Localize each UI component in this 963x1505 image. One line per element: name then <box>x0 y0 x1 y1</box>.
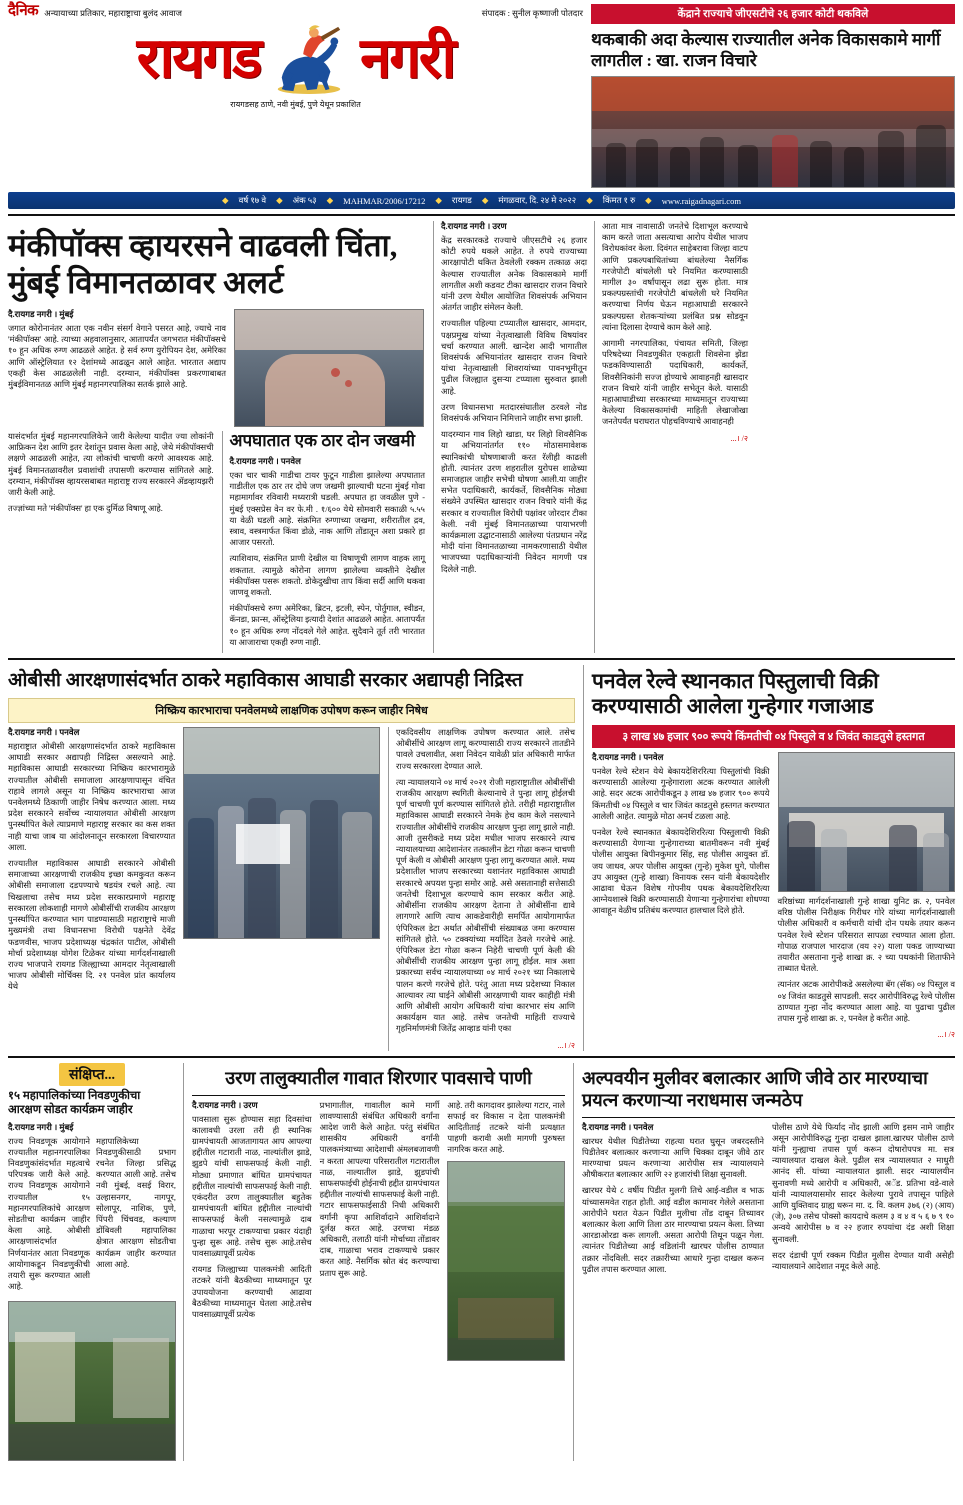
sanketh-dateline: दै.रायगड नगरी । मुंबई <box>8 1121 74 1132</box>
pistol-story <box>583 665 955 1050</box>
logo-word-left: रायगड <box>136 26 261 89</box>
lead-dateline: दै.रायगड नगरी । मुंबई <box>8 309 74 319</box>
obc-para-l1: राज्यातील महाविकास आघाडी सरकारने ओबीसी समाजाच्या आरक्षणाची राजकीय इच्छा कमकुवत करून ओबीसी समाजाला दडपण्याचे षडयंत्र रचले आहे. त्या चिखलाचा तसेच मध्य प्रदेश सरकारप्रमाणे महाराष्ट्र सरकारला लोकशाही मागणे ओबीसींची राजकीय आरक्षण पुनर्स्थापित करण्यात भाग पाडण्यासाठी महाराष्ट्राचे माजी मुख्यमंत्री तथा विधानसभा विरोधी पक्षनेते देवेंद्र फडणवीस, भाजप प्रदेशाध्यक्ष चंद्रकांत पाटील, ओबीसी मोर्चा प्रदेशाध्यक्ष योगेश टिळेकर यांच्या मार्गदर्शनाखाली राज्य भाजपाने रायगड जिल्ह्याच्या आमदार नेतृत्वाखाली भाजप ओबीसी मोर्चिक्स दि. २१ पनवेल प्रांत कार्यालय येथे <box>8 859 176 992</box>
uran-rain-story <box>183 1063 573 1462</box>
top-story-headline: थकबाकी अदा केल्यास राज्यातील अनेक विकासकामे मार्गी लागतील : खा. राजन विचारे <box>591 30 941 70</box>
issue-number: अंक ५३ <box>292 195 317 205</box>
gst-contd[interactable]: ...। /२ <box>730 433 748 443</box>
pistol-contd[interactable]: ...। /२ <box>937 1030 955 1040</box>
group-protest-photo <box>183 727 380 939</box>
rape-para-l0: खारघर येथील पिडीतेच्या राहत्या घरात घुसून जबरदस्तीने पिडीतेवर बलात्कार करणाऱ्या आणि चिक्का दाबून जीवे ठार मारण्याचा प्रयत्न करणाऱ्या आरोपीस सत्र न्यायालयाने औषीकरात बलात्कार आणि २२ हजारांची शिक्षा सुनावली. <box>582 1136 764 1180</box>
pistol-subbanner: ३ लाख ४७ हजार ९०० रूपये किंमतीची ०४ पिस्तुले व ४ जिवंत काडतुसे हस्तगत <box>592 725 955 748</box>
divider <box>8 658 955 660</box>
pistol-para-r1: त्यानंतर अटक आरोपीकडे असलेल्या बॅग (सॅक) ०४ पिस्तुल व ०४ जिवंत काडतुसे सापडली. सदर आरोपीविरुद्ध रेल्वे पोलीस ठाण्यात गुन्हा नोंद करण्यात आला आहे. या पुढाचा पुढील तपास गुन्हे शाखा क्र. २, पनवेल हे करीत आहे. <box>777 980 955 1024</box>
sanketh-headline: १५ महापालिकांच्या निवडणुकीचा आरक्षण सोडत कार्यक्रम जाहीर <box>8 1089 141 1116</box>
pistol-dateline: दै.रायगड नगरी । पनवेल <box>592 752 664 763</box>
stage-event-photo <box>591 76 955 188</box>
gst-dateline: दै.रायगड नगरी । उरण <box>441 221 507 231</box>
dainik-label: दैनिक <box>8 3 39 19</box>
village-drain-photo <box>447 1161 565 1361</box>
obc-story <box>8 665 583 1050</box>
masthead-tagline: अन्यायाच्या प्रतिकार, महाराष्ट्राचा बुलंद आवाज <box>44 8 182 18</box>
gst-story-col2 <box>594 221 755 653</box>
masthead-left <box>8 4 583 188</box>
uran-para-r1: आहे. तरी कागदावर झालेल्या गटार, नाले सफाई वर विकास न देता पालकमंत्री आदितीताई तटकरे यांनी प्रत्यक्षात पाहणी करावी अशी मागणी पुरुषस्त नागरिक करत आहे. <box>447 1100 566 1155</box>
sanketh-para-1: महापालिकेच्या निवडणुकीसाठी प्रभाग रचनेत जिल्हा प्रसिद्ध करण्यात आली आहे. तसेच नवी मुंबई, वसई विरार, उल्हासनगर, नागपूर, सोलापूर, नाशिक, पुणे, पिंपरी चिंचवड, कल्याण डोंबिवली महापालिका क्षेत्रात आरक्षण सोडतीचा कार्यक्रम जाहीर करण्यात आला आहे. <box>96 1136 176 1269</box>
pistol-para-l1: पनवेल रेल्वे स्थानकात बेकायदेशिररित्या पिस्तुलाची विक्री करण्यासाठी येणाऱ्या गुन्हेगाराच्या बातमीवरून नवी मुंबई पोलीस आयुक्त बिपीनकुमार सिंह, सह पोलीस आयुक्त डॉ. जय जाधव, अपर पोलीस आयुक्त (गुन्हे) मुकेश घुगे, पोलीस उप आयुक्त (गुन्हे शाखा) विनायक रसन यांनी बेकायदेशीर आढावा घेऊन विशेष गोपनीय पथक बेकायदेशिररित्या आग्नेयशास्त्रे विक्री करण्यासाठी येणाऱ्या गुन्हेगारांचा शोधण्या आवाहून वेळीच प्रतिबंध करण्यात हालचाल दिले होते. <box>592 828 770 916</box>
lead-para-0: जगात कोरोनानंतर आता एक नवीन संसर्ग वेगाने पसरत आहे, ज्याचे नाव 'मंकीपॉक्स' आहे. त्याच्या अहवालानुसार, आतापर्यंत जगभरात मंकीपॉक्सचे १० हून अधिक रुग्ण आढळले आहेत. हे सर्व रुग्ण युरोपियन देश, अमेरिका आणि ऑस्ट्रेलियात १२ देशांमध्ये आढळून आले आहेत. भारतात अद्याप एकही केस आढळलेली नाही. दरम्यान, मंकीपॉक्स प्रकरणाबाबत मुंबईविमानतळ आणि मुंबई महानगरपालिका सतर्क झाले आहे. <box>8 324 226 390</box>
issue-date: मंगळवार, दि. २४ मे २०२२ <box>498 195 577 205</box>
accident-para-1: त्याशिवाय, संक्रमित प्राणी देखील या विषाणूची लागण वाहक लागू शकतात. त्यामुळे कोरोना लागण झालेल्या व्यक्तीने देखील मंकीपॉक्स पसरू शकतो. डोकेदुखीचा ताप किंवा सर्दी आणि थकवा जाणवू शकतो. <box>229 554 425 598</box>
masthead-subline: रायगडसह ठाणे, नवी मुंबई, पुणे येथून प्रकाशित <box>230 100 361 109</box>
accident-para-0: एका चार चाकी गाडीचा टायर फुटून गाडीला झालेल्या अपघातात गाडीतील एक ठार तर दोघे जण जखमी झाल्याची घटना मुंबई गोवा महामार्गावर रविवारी मध्यरात्री घडली. अपघात हा जवळील पुणे - मुंबई एक्सप्रेस वेन वर फे.मी . १/६०० येथे सोमवारी सकाळी ५.५५ या वेळी घडली आहे. संक्रमित रुग्णाच्या जखमा, शरीरातील द्रव, स्त्राव, वस्त्रमार्फत किंवा डोळे, नाक आणि तोंडातून अशा प्रकारे हा आजार पसरतो. <box>229 471 425 548</box>
obc-headline: ओबीसी आरक्षणासंदर्भात ठाकरे महाविकास आघाडी सरकार अद्यापही निद्रिस्त <box>8 670 523 692</box>
skin-rash-photo <box>234 309 424 427</box>
sanketh-tag: संक्षिप्त... <box>59 1063 125 1086</box>
sanketh-para-0: राज्य निवडणूक आयोगाने राज्यातील महानगरपालिका निवडणुकांसंदर्भात महत्वाचे परिपत्रक जारी केले आहे. राज्य निवडणूक आयोगाने राज्यातील १५ महानगरपालिकांचे आरक्षण सोडतीचा कार्यक्रम जाहीर केला आहे. ओबीसी आरक्षणासंदर्भात निर्णयानंतर आता निवडणूक आयोगाकडून निवडणुकीची तयारी सुरू करण्यात आली आहे. <box>8 1136 90 1292</box>
accident-para-2: मंकीपॉक्सचे रुग्ण अमेरिका, ब्रिटन, इटली, स्पेन, पोर्तुगाल, स्वीडन, कॅनडा, फ्रान्स, ऑस्ट्रेलिया इत्यादी देशांत आढळले आहेत. आतापर्यंत १० हून अधिक रुग्ण नोंदवले गेले आहेत. सुदैवाने तूर्त तरी भारतात या आजाराचा एकही रुग्ण नाही. <box>229 604 425 647</box>
rape-para-r0: पोलीस ठाणे येथे फिर्याद नोंद झाली आणि इसम नामे जाहीर असून आरोपीविरुद्ध गुन्हा दाखल झाला.खारघर पोलीस ठाणे यांनी गुन्ह्याचा तपास पूर्ण करून दोषारोपपत्र मा. सत्र न्यायालयात दाखल केले. पुढील सत्र न्यायालयात २ माधुरी आनंद सी. यांच्या न्यायालयात झाली. सदर न्यायालयीन सुनावणी मध्ये आरोपी व अधिकारी, अॅड. प्रतिभा वडे-वाले यांनी न्यायालयासमोर सादर केलेल्या पुरावे तपासून पाहिले आणि युक्तिवाद ग्राह्य धरून मा. द. वि. कलम ३७६ (२) (आय) (जे), ३०७ तसेच पोक्सो कायदाचे कलम ३ व ४ व ५ ६ ७ ९ १० अन्वये आरोपीस ७ व २२ हजार रुपयांचा दंड अशी शिक्षा सुनावली. <box>772 1122 954 1244</box>
masthead-editor: संपादक : सुनील कृष्णाजी पोतदार <box>481 8 583 18</box>
issue-place: रायगड <box>451 195 472 205</box>
gst-para-1: राज्यातील पहिल्या टप्प्यातील खासदार, आमदार, पक्षप्रमुख यांच्या नेतृत्वाखाली विविध विषयांवर चर्चा करण्यात आली. खान्देश आदी भागातील शिवसंपर्क अभियानांतर खासदार राजन विचारे यांचा नेतृत्वाखाली शिवरायांच्या पावनभूमीतून पुढील जिल्ह्यात दुसऱ्या टप्प्याला सुरुवात झाली आहे. <box>441 319 587 396</box>
divider <box>8 1056 955 1058</box>
uran-para-l1: रायगड जिल्ह्याच्या पालकमंत्री आदिती तटकरे यांनी बैठकीच्या माध्यमातून पूर उपाययोजना करण्याची आढावा बैठकीच्या माध्यमातून घेतला आहे.तसेच पावसाळ्यापूर्वी प्रत्येक <box>192 1265 312 1319</box>
rape-para-l1: खारघर येथे ८ वर्षीय पिडीत मुलगी तिचे आई-वडील व भाऊ यांच्यासमवेत राहत होती. आई वडील कामावर गेलेले असताना आरोपीने घरात येऊन पिडीत मुलीचा तोंड दाबून तिच्यावर बलात्कार केला आणि तिला ठार मारण्याचा प्रयत्न केला. तिच्या आरडाओरडा करू लागली. असता आरोपी तिथून पळून गेला. त्यानंतर पिडीतेच्या आई वडिलांनी खारघर पोलीस ठाण्यात तक्रार नोंदविली. सदर तक्रारीच्या आधारे गुन्हा दाखल करून पुढील तपास करण्यात आला. <box>582 1186 764 1274</box>
rape-dateline: दै.रायगड नगरी । पनवेल <box>582 1121 654 1132</box>
band-lead <box>0 221 963 653</box>
accident-dateline: दै.रायगड नगरी । पनवेल <box>229 456 301 466</box>
gst-para-3: यादरम्यान गाव लिहो खाडा, घर लिहो शिवसैनिक या अभियानांतर्गत ११० मोठासमावेशक स्थानिकांची घोषणाबाजी करत रॅलीही काढली होती. त्यानंतर उरण शहरातील युरोपस शाळेच्या समाजहाल जाहीर सभेची घोषणा आली.या जाहीर सभेत पदाधिकारी, कार्यकर्ते, शिवसैनिक मोठ्या संख्येने उपस्थित खासदार राजन विचारे यांनी केंद्र सरकार व राज्यातील विरोधी पक्षांवर जोरदार टीका केली. नवी मुंबई विमानतळाच्या पायाभरणी कार्यक्रमाला उद्घाटनासाठी आलेल्या पंतप्रधान नरेंद्र मोदी यांना विमानतळाच्या नामकरणासाठी येथील भाजपच्या पदाधिकाऱ्यांनी निवेदन मागणी पत्र दिलेले नाही. <box>441 430 587 574</box>
rape-para-r1: सदर दंडाची पूर्ण रक्कम पिडीत मुलीस देण्यात यावी असेही न्यायालयाने आदेशात नमूद केले आहे. <box>772 1250 954 1271</box>
uran-para-r0: प्रभागातील, गावातील कामे मार्गी लावण्यासाठी संबंधित अधिकारी वर्गांना आदेश जारी केले आहेत. परंतु संबंधित शासकीय अधिकारी वर्गांनी पालकमंत्र्याच्या आदेशाची अंमलबजावणी न करता आपल्या परिसरातील गटारातील नाळ, नाल्यातील झाडे, झुडपांची साफसफाईची होईनाची हद्दीत ग्रामपंचायत हद्दीतील नाल्यांची साफसफाई केली नाही. गटार साफसफाईसाठी निधी अधिकारी वर्गांनी कृपा आशिर्वादाने आशिर्वादाने दुर्लक्ष करत आहे. उरणचा मंडळ अधिकारी, तलाठी यांनी मोर्चाच्या तोंडावर दाब, गाळाचा भराव टाकण्याचे प्रकार करत आहे. नैसर्गिक स्रोत बंद करण्याचा प्रताप सुरू आहे. <box>319 1100 440 1278</box>
issue-price: किंमत १ रु <box>602 195 636 205</box>
accident-story <box>222 431 426 653</box>
obc-contd[interactable]: ...। /२ <box>557 1040 575 1050</box>
top-red-banner: केंद्राने राज्याचे जीएसटीचे २६ हजार कोटी थकविले <box>591 4 955 24</box>
obc-dateline: दै.रायगड नगरी । पनवेल <box>8 727 80 738</box>
gst-para-2: उरण विधानसभा मतदारसंघातील ठरवले नोड शिवसंपर्क अभियान निमित्ताने जाहीर सभा झाली. <box>441 402 587 424</box>
issue-info-strip: ◆ वर्ष १७ वे ◆ अंक ५३ ◆ MAHMAR/2006/17212 ◆ रायगड ◆ मंगळवार, दि. २४ मे २०२२ ◆ किंमत १ रु ◆ www.raigadnagari.com <box>8 192 955 209</box>
issue-year: वर्ष १७ वे <box>238 195 267 205</box>
pistol-para-l0: पनवेल रेल्वे स्टेशन येथे बेकायदेशिररित्या पिस्तुलांची विक्री करण्यासाठी आलेल्या गुन्हेगाराला अटक करण्यात आलेली आहे. सदर अटक आरोपीकडून ३ लाख ४७ हजार ९०० रूपये किंमतीची ०४ पिस्तुले व चार जिवंत काडतुसे हस्तगत करण्यात आलेली आहेत. त्यामुळे मोठा अनर्थ टळला आहे. <box>592 767 770 821</box>
horse-rider-icon <box>262 15 358 101</box>
gst-para-4: आता मात्र नावासाठी जनतेचे दिशाभूल करण्याचे काम करते जाता असत्याचा आरोप येथील भाजप विरोधकांवर केला. दिवंगत साहेबरावा जिल्हा वाटप आणि प्रकल्पबाधितांच्या बांधलेल्या नैसर्गिक गरजेपोटी बांधलेली घरे नियमित करण्यासाठी मागील ३० वर्षांपासून लढा सुरू होता. मात्र प्रकल्पग्रस्तांची गरजेपोटी बांधलेली घरे नियमित करण्याचा निर्णय घेऊन महाआघाडी सरकारने प्रकल्पग्रस्त शेतकऱ्यांच्या प्रलंबित प्रश्न सोडवून त्यांना दिलासा देण्याचे काम केले आहे. <box>602 222 748 332</box>
gst-story-col1 <box>433 221 594 653</box>
rape-headline: अल्पवयीन मुलीवर बलात्कार आणि जीवे ठार मारण्याचा प्रयत्न करणाऱ्या नराधमास जन्मठेप <box>582 1067 928 1110</box>
gst-para-0: केंद्र सरकारकडे राज्याचे जीएसटीचे २६ हजार कोटी रुपये थकले आहेत. ते रुपये राज्याच्या आरक्षापोटी थकित ठेवलेली रक्कम तत्काळ अदा केल्यास राज्यातील अनेक विकासकामे मार्गी लागतील अशी कडवट टीका खासदार राजन विचारे यांनी उरण येथील आयोजित शिवसंपर्क अभियान अंतर्गत जाहीर संमेलन केली. <box>441 236 587 313</box>
issue-regd: MAHMAR/2006/17212 <box>343 195 426 206</box>
uran-dateline: दै.रायगड नगरी । उरण <box>192 1099 258 1110</box>
issue-website[interactable]: www.raigadnagari.com <box>661 195 741 206</box>
pistol-para-r0: वरिष्ठांच्या मार्गदर्शनाखाली गुन्हे शाखा युनिट क्र. २, पनवेल वरिष्ठ पोलीस निरीक्षक गिरीधर गोरे यांच्या मार्गदर्शनाखाली पोलीस अधिकारी व कर्मचारी यांची दोन पथके तयार करून पनवेल रेल्वे स्टेशन परिसरात सापळा रचण्यात आला होता. गोपाळ राजपाल भारदाज (वय २२) याला पकड जाण्याच्या तयारीत असताना गुन्हे शाखा क्र. २ च्या पथकांनी शिताफीने ताब्यात घेतले. <box>777 897 955 974</box>
lead-headline: मंकीपॉक्स व्हायरसने वाढवली चिंता, मुंबई विमानतळावर अलर्ट <box>8 228 398 300</box>
band-three <box>0 1063 963 1462</box>
lead-para-2: तज्ज्ञांच्या मते 'मंकीपॉक्स' हा एक दुर्मिळ विषाणू आहे. <box>8 504 163 514</box>
lead-story <box>8 221 433 653</box>
obc-subhead: निष्क्रिय कारभाराचा पनवेलमध्ये लाक्षणिक उपोषण करून जाहीर निषेध <box>8 698 575 723</box>
obc-para-l0: महाराष्ट्रात ओबीसी आरक्षणासंदर्भात ठाकरे महाविकास आघाडी सरकार अद्यापही निद्रिस्त असल्याने आहे. महाविकास आघाडी सरकारच्या निष्क्रिय कारभारामुळे राज्यातील ओबीसी समाजाला आरक्षणापासून वंचित राहावे लागले असून या निष्क्रिय कारभाराचा आज पनवेलमध्ये ठिकाणी जाहीर निषेध करण्यात आला. मध्य प्रदेश सरकारने सर्वोच्च न्यायालयात ओबीसी आरक्षण पुनर्स्थापित केले त्याप्रमाणे महाराष्ट्र सरकार का कस शक्त नाही याचा जाब या आंदोलनातून सरकारला विचारण्यात आला. <box>8 742 176 852</box>
police-seizure-photo <box>778 752 956 892</box>
accident-headline: अपघातात एक ठार दोन जखमी <box>229 431 416 450</box>
rape-story <box>573 1063 955 1462</box>
gst-para-5: आगामी नगरपालिका, पंचायत समिती, जिल्हा परिषदेच्या निवडणुकीत एकहाती शिवसेना झेंडा फडकविण्यासाठी पदाधिकारी, कार्यकर्ते, शिवसैनिकांनी सज्ज होण्याचे आवाहनही खासदार राजन विचारे यांनी जाहीर सभेतून केले. यासाठी महाआघाडीच्या सरकारच्या माध्यमातून राज्याच्या केलेल्या विकासकामांची माहिती लेखाजोखा जनतेपर्यंत घराघरात पोहचविण्याचे आवाहनही <box>602 339 748 427</box>
uran-para-l0: पावसाला सुरू होण्यास सहा दिवसांचा कालावधी उरला तरी ही स्थानिक ग्रामपंचायती आजतागायत आप आपल्या हद्दीतील गटाराती नाळ, नाल्यांतील झाडे, झुडपे यांची साफसफाई केली नाही. मोठ्या प्रमाणात बांधित ग्रामपंचायत हद्दीतील नाल्यांची साफसफाई केली नाही. एकंदरीत उरण तालुक्यातील बहुतेक ग्रामपंचायती बांधित हद्दीतील नाल्यांची साफसफाई केली नसल्यामुळे दाब गाळाचा भरपूर टाकण्याचा प्रकार यंदाही पुन्हा सुरू आहे. तसेच सुरू आहे.तसेच पावसाळ्यापूर्वी प्रत्येक <box>192 1114 312 1258</box>
logo-word-right: नगरी <box>360 26 455 89</box>
masthead-logo <box>8 15 583 101</box>
obc-para-r0: एकदिवसीय लाक्षणिक उपोषण करण्यात आले. तसेच ओबीसींचे आरक्षण लागू करण्यासाठी राज्य सरकारने तातडीने पावले उचलावीत, अशा निवेदन यावेळी प्रांत अधिकारी मार्फत राज्य सरकारला देण्यात आले. <box>396 728 575 771</box>
masthead-right-story <box>583 4 955 188</box>
obc-para-r1: त्या न्यायालयाने ०४ मार्च २०२१ रोजी महाराष्ट्रातील ओबीसींची राजकीय आरक्षण स्थगिती केल्यानाचे ते पुन्हा लागू होईलची पूर्ण चाचणी पूर्ण करण्यास सांगितले होते. तरीही महाराष्ट्रातील महाविकास आघाडी सरकारने नेमके हेच काम केले नसल्याने राज्यातील ओबीसींचे राजकीय आरक्षण पुन्हा लागू झाले नाही. आजी तुसरीकडे मध्य प्रदेश मधील भाजप सरकारने त्याच न्यायालयाच्या आदेशानंतर तत्कालीन डेटा गोळा करून चाचणी पूर्ण केली व ओबीसी आरक्षण पुन्हा लागू करण्यात आले. मध्य प्रदेशातील भाजप सरकारच्या यशानंतर महाविकास आघाडी सरकारचे अपयश पुन्हा समोर आहे. असे असतानाही सत्तेसाठी जनतेची दिशाभूल करण्याचे काम सरकार करीत आहे. ओबीसींना राजकीय आरक्षण देताना ते ओबीसींना द्यावे लागणारे आणि त्याच आकडेवारीही समर्पित आयोगामार्फत एंपिरिकल डेटा अर्थात ओबीसींची संख्याबळ जमा करण्यास सांगितले होते. ५० टक्क्यांच्या मर्यादित ठेवले गरजेचे आहे. एंपिरिकल डेटा गोळा करून निहेरी चाचणी पूर्ण केली की ओबीसींची राजकीय आरक्षण पुन्हा लागू होईल. मात्र अशा प्रकारच्या सर्वच न्यायालयाच्या ०४ मार्च २०२१ च्या निकालाचे पालन करणे गरजेचे होते. परंतु आता मध्य प्रदेशच्या निकाल आल्यावर त्या घाईने ओबीसी आरक्षणाची यावर काहीही मंत्री आणि ओबीसी आयोग अधिकारी यांचा कारभार संथ आणि अकार्यक्षम यात आहे. तसेच जनतेची माहिती राज्याचे गृहनिर्माणमंत्री जितेंद्र आव्हाड यांनी एका <box>396 777 575 1034</box>
lead-para-1: यासंदर्भात मुंबई महानगरपालिकेने जारी केलेल्या यादीत ज्या लोकांनी आफ्रिकन देश आणि इतर देशांतून प्रवास केला आहे, जेथे मंकीपॉक्सची लक्षणे आढळली आहेत, त्या लोकांची चाचणी करणे आवश्यक आहे. मुंबई विमानतळावरील प्रवाशांची तपासणी करण्यास सांगितले आहे. दरम्यान, मंकीपॉक्स व्हायरसबाबत महाराष्ट्र राज्य सरकारने ॲडव्हायझरी जारी केली आहे. <box>8 432 214 498</box>
masthead <box>0 0 963 188</box>
band-two <box>0 665 963 1050</box>
uran-headline: उरण तालुक्यातील गावात शिरणार पावसाचे पाणी <box>225 1067 532 1088</box>
sanketh-story <box>8 1063 183 1462</box>
street-building-photo <box>8 1301 176 1461</box>
pistol-headline: पनवेल रेल्वे स्थानकात पिस्तुलाची विक्री करण्यासाठी आलेला गुन्हेगार गजाआड <box>592 669 879 719</box>
divider <box>8 214 955 216</box>
